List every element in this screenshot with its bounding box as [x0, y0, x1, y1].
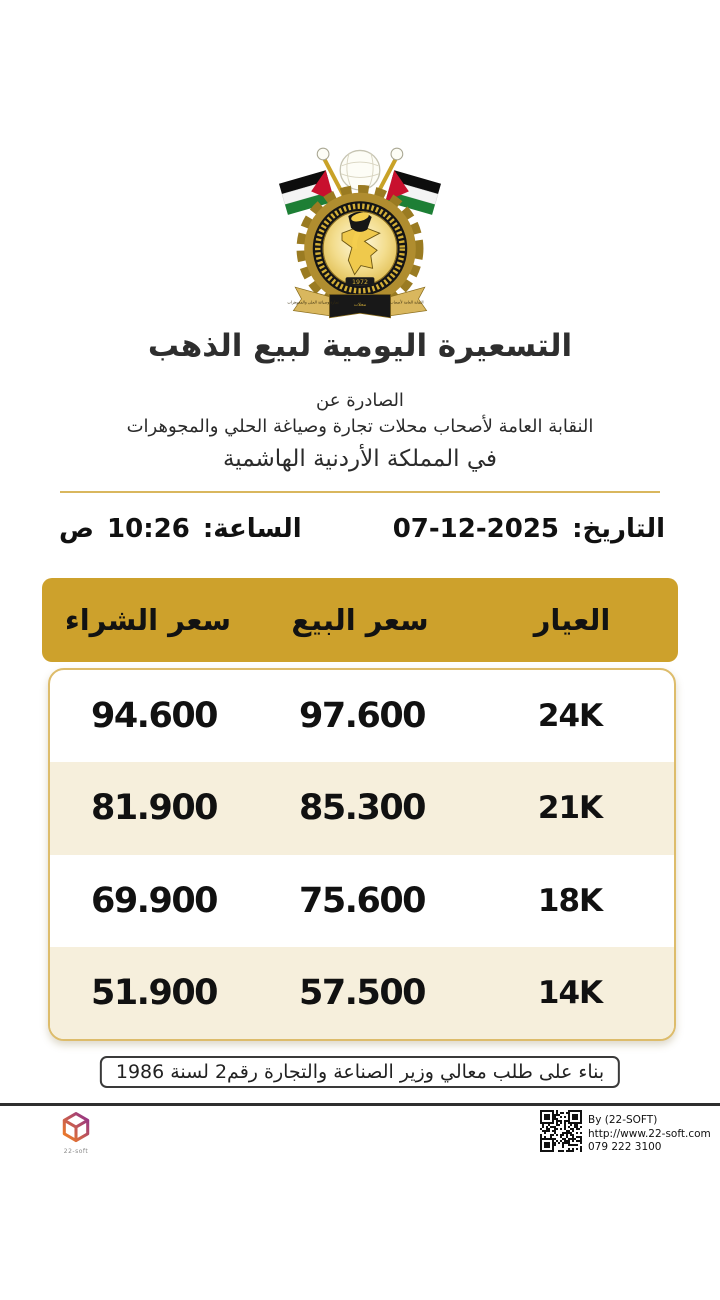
- vendor-logo-block: [52, 1110, 100, 1155]
- sell-price-cell: 85.300: [298, 788, 426, 829]
- credits-text: [588, 1110, 711, 1155]
- credits-block: [540, 1110, 711, 1155]
- buy-price-cell: 69.900: [90, 880, 218, 921]
- date-value: 07-12-2025: [392, 514, 560, 544]
- time-label: الساعة:: [202, 514, 302, 544]
- table-row-24k: [50, 670, 674, 762]
- buy-price-cell: 94.600: [90, 696, 218, 737]
- datetime-row: [55, 514, 665, 544]
- cube-logo-icon: [57, 1110, 95, 1146]
- header-buy-price: سعر الشراء: [64, 603, 232, 637]
- ribbon-text-left: تجارة وصياغة الحلي والمجوهرات: [287, 300, 339, 305]
- issuer-line: النقابة العامة لأصحاب محلات تجارة وصياغة الحلي والمجوهرات: [126, 416, 594, 437]
- table-row-21k: [50, 762, 674, 854]
- date-label: التاريخ:: [572, 514, 665, 544]
- karat-cell: 14K: [537, 974, 603, 1011]
- time-meridiem: ص: [59, 514, 94, 544]
- legal-note-box: بناء على طلب معالي وزير الصناعة والتجارة رقم2 لسنة 1986: [100, 1056, 620, 1088]
- karat-cell: 18K: [537, 882, 603, 919]
- buy-price-cell: 51.900: [90, 972, 218, 1013]
- time-group: [55, 514, 302, 544]
- syndicate-emblem-logo: [270, 140, 450, 330]
- date-group: [389, 514, 665, 544]
- sell-price-cell: 97.600: [298, 696, 426, 737]
- issued-by-line: الصادرة عن: [316, 390, 404, 411]
- karat-cell: 21K: [537, 790, 603, 827]
- credit-url: http://www.22-soft.com: [588, 1127, 711, 1140]
- ribbon-text-center: محلات: [353, 303, 367, 309]
- year-band: [346, 277, 375, 286]
- sell-price-cell: 75.600: [298, 880, 426, 921]
- table-row-14k: [50, 947, 674, 1039]
- credit-by: By (22-SOFT): [588, 1114, 658, 1126]
- sell-price-cell: 57.500: [298, 972, 426, 1013]
- time-value: 10:26: [107, 514, 190, 544]
- credit-phone: 079 222 3100: [588, 1141, 662, 1153]
- price-table-header: [42, 578, 678, 662]
- qr-code: [540, 1110, 582, 1152]
- header-sell-price: سعر البيع: [291, 603, 429, 637]
- price-table-body: [48, 668, 676, 1041]
- gold-separator-line: [60, 491, 660, 493]
- karat-cell: 24K: [537, 698, 603, 735]
- page-title: التسعيرة اليومية لبيع الذهب: [147, 328, 573, 364]
- footer-separator-line: [0, 1103, 720, 1106]
- buy-price-cell: 81.900: [90, 788, 218, 829]
- ribbon-text-right: النقابة العامة لأصحاب: [390, 300, 424, 305]
- establishment-year: 1972: [351, 279, 369, 287]
- table-row-18k: [50, 855, 674, 947]
- pearl-ornament: [340, 150, 380, 190]
- vendor-logo-label: 22-soft: [63, 1148, 89, 1155]
- country-line: في المملكة الأردنية الهاشمية: [222, 446, 498, 472]
- header-karat: العيار: [533, 603, 611, 637]
